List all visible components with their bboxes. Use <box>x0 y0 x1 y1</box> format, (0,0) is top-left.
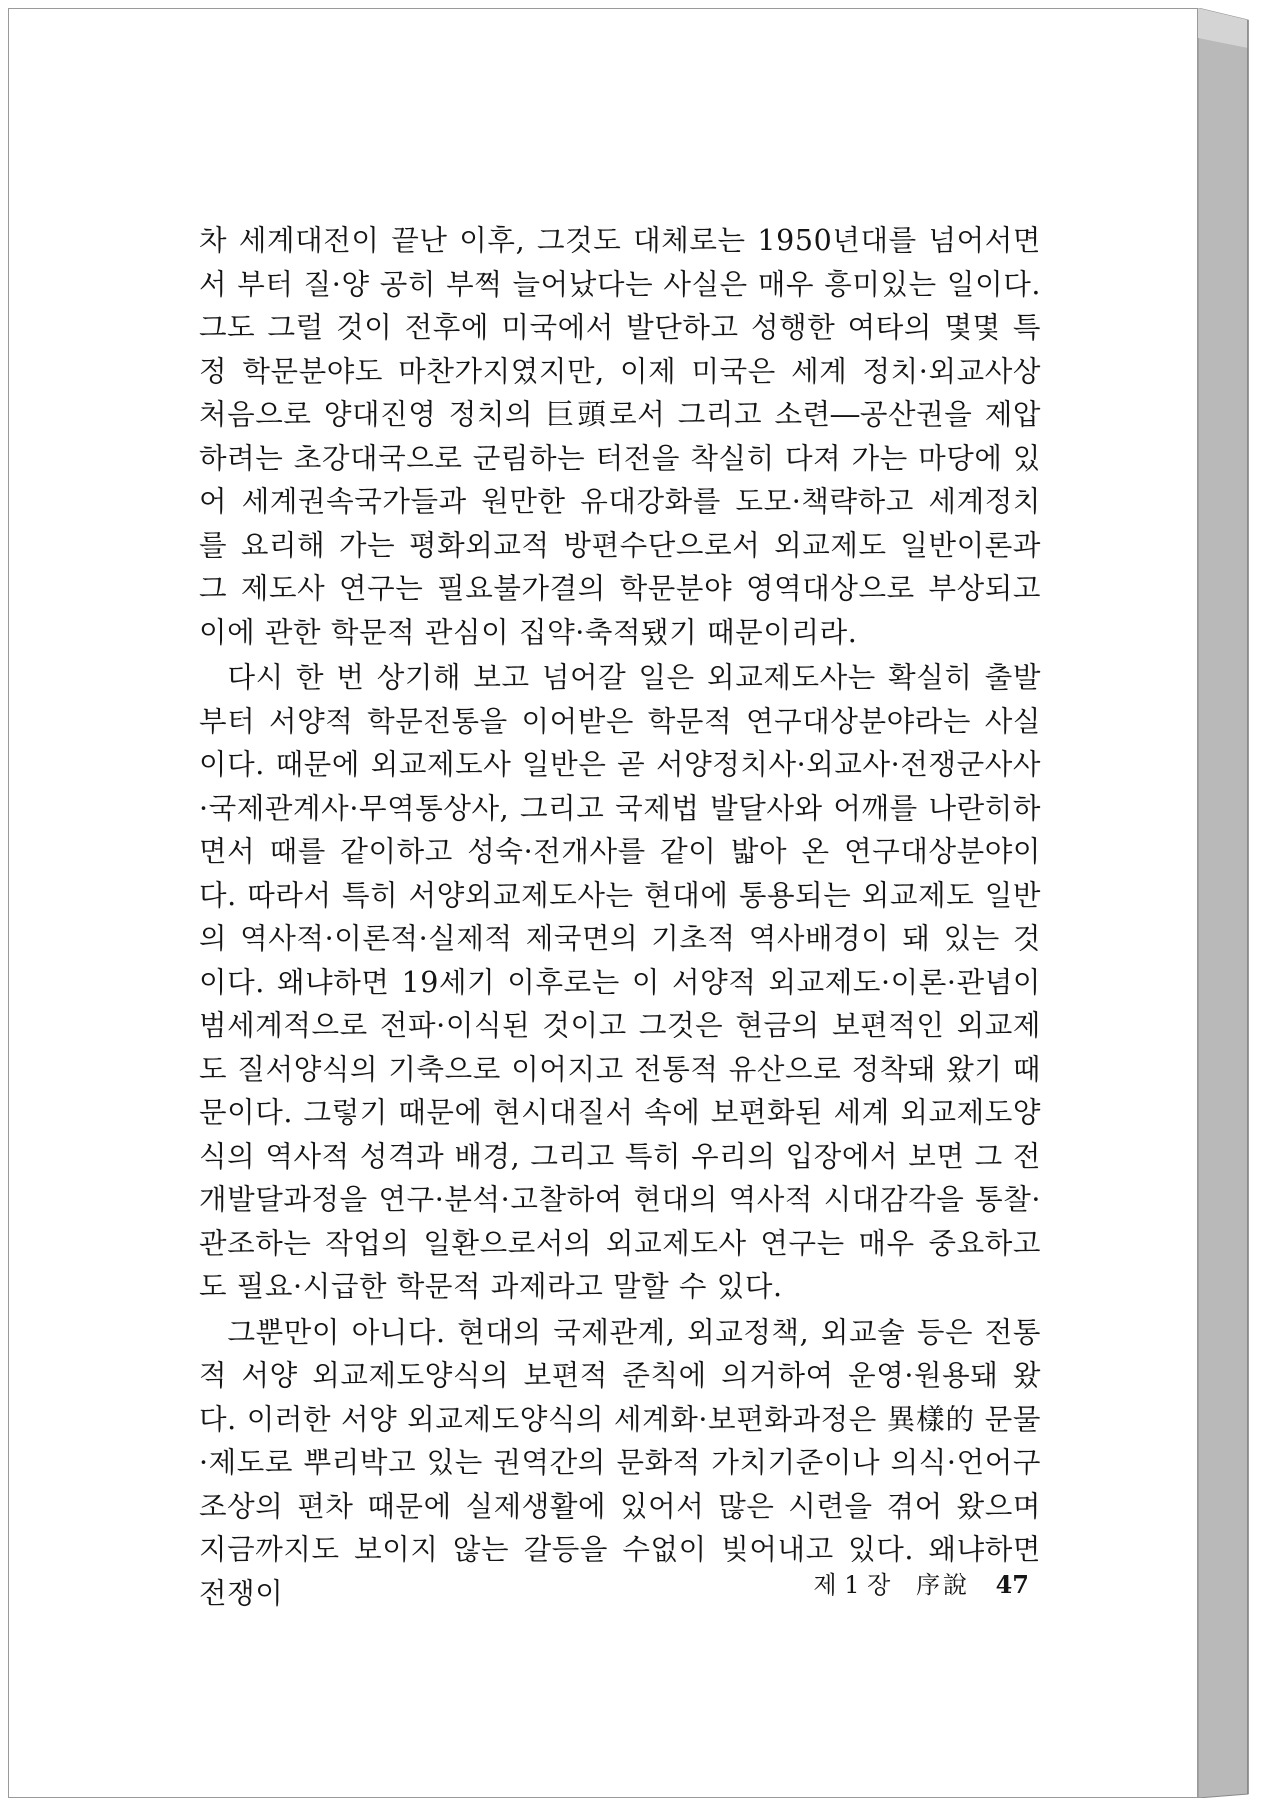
page-footer <box>809 1565 1029 1600</box>
body-text <box>199 219 1041 1615</box>
paragraph: 그뿐만이 아니다. 현대의 국제관계, 외교정책, 외교술 등은 전통적 서양 외교제도양식의 보편적 준칙에 의거하여 운영·원용돼 왔다. 이러한 서양 외교제도양식의 세계화·보편화과정은 異樣的 문물·제도로 뿌리박고 있는 권역간의 문화적 가치기준이나 의식·언어구조상의 편차 때문에 실제생활에 있어서 많은 시련을 겪어 왔으며 지금까지도 보이지 않는 갈등을 수없이 빚어내고 있다. 왜냐하면 전쟁이 <box>199 1315 1041 1610</box>
page-number: 47 <box>995 1570 1029 1599</box>
paragraph: 차 세계대전이 끝난 이후, 그것도 대체로는 1950년대를 넘어서면서 부터 질·양 공히 부쩍 늘어났다는 사실은 매우 흥미있는 일이다. 그도 그럴 것이 전후에 미국에서 발단하고 성행한 여타의 몇몇 특정 학문분야도 마찬가지였지만, 이제 미국은 세계 정치·외교사상 처음으로 양대진영 정치의 巨頭로서 그리고 소련―공산권을 제압하려는 초강대국으로 군림하는 터전을 착실히 다져 가는 마당에 있어 세계권속국가들과 원만한 유대강화를 도모·책략하고 세계정치를 요리해 가는 평화외교적 방편수단으로서 외교제도 일반이론과 그 제도사 연구는 필요불가결의 학문분야 영역대상으로 부상되고 이에 관한 학문적 관심이 집약·축적됐기 때문이리라. <box>199 224 1041 649</box>
book-page <box>8 8 1198 1798</box>
paragraph: 다시 한 번 상기해 보고 넘어갈 일은 외교제도사는 확실히 출발부터 서양적 학문전통을 이어받은 학문적 연구대상분야라는 사실이다. 때문에 외교제도사 일반은 곧 서양정치사·외교사·전쟁군사사·국제관계사·무역통상사, 그리고 국제법 발달사와 어깨를 나란히하면서 때를 같이하고 성숙·전개사를 같이 밟아 온 연구대상분야이다. 따라서 특히 서양외교제도사는 현대에 통용되는 외교제도 일반의 역사적·이론적·실제적 제국면의 기초적 역사배경이 돼 있는 것이다. 왜냐하면 19세기 이후로는 이 서양적 외교제도·이론·관념이 범세계적으로 전파·이식된 것이고 그것은 현금의 보편적인 외교제도 질서양식의 기축으로 이어지고 전통적 유산으로 정착돼 왔기 때문이다. 그렇기 때문에 현시대질서 속에 보편화된 세계 외교제도양식의 역사적 성격과 배경, 그리고 특히 우리의 입장에서 보면 그 전개발달과정을 연구·분석·고찰하여 현대의 역사적 시대감각을 통찰·관조하는 작업의 일환으로서의 외교제도사 연구는 매우 중요하고도 필요·시급한 학문적 과제라고 말할 수 있다. <box>199 661 1041 1303</box>
chapter-title: 序說 <box>915 1571 970 1599</box>
chapter-label: 제 1 장 <box>813 1571 891 1599</box>
page-stack-edge <box>1198 8 1256 1798</box>
